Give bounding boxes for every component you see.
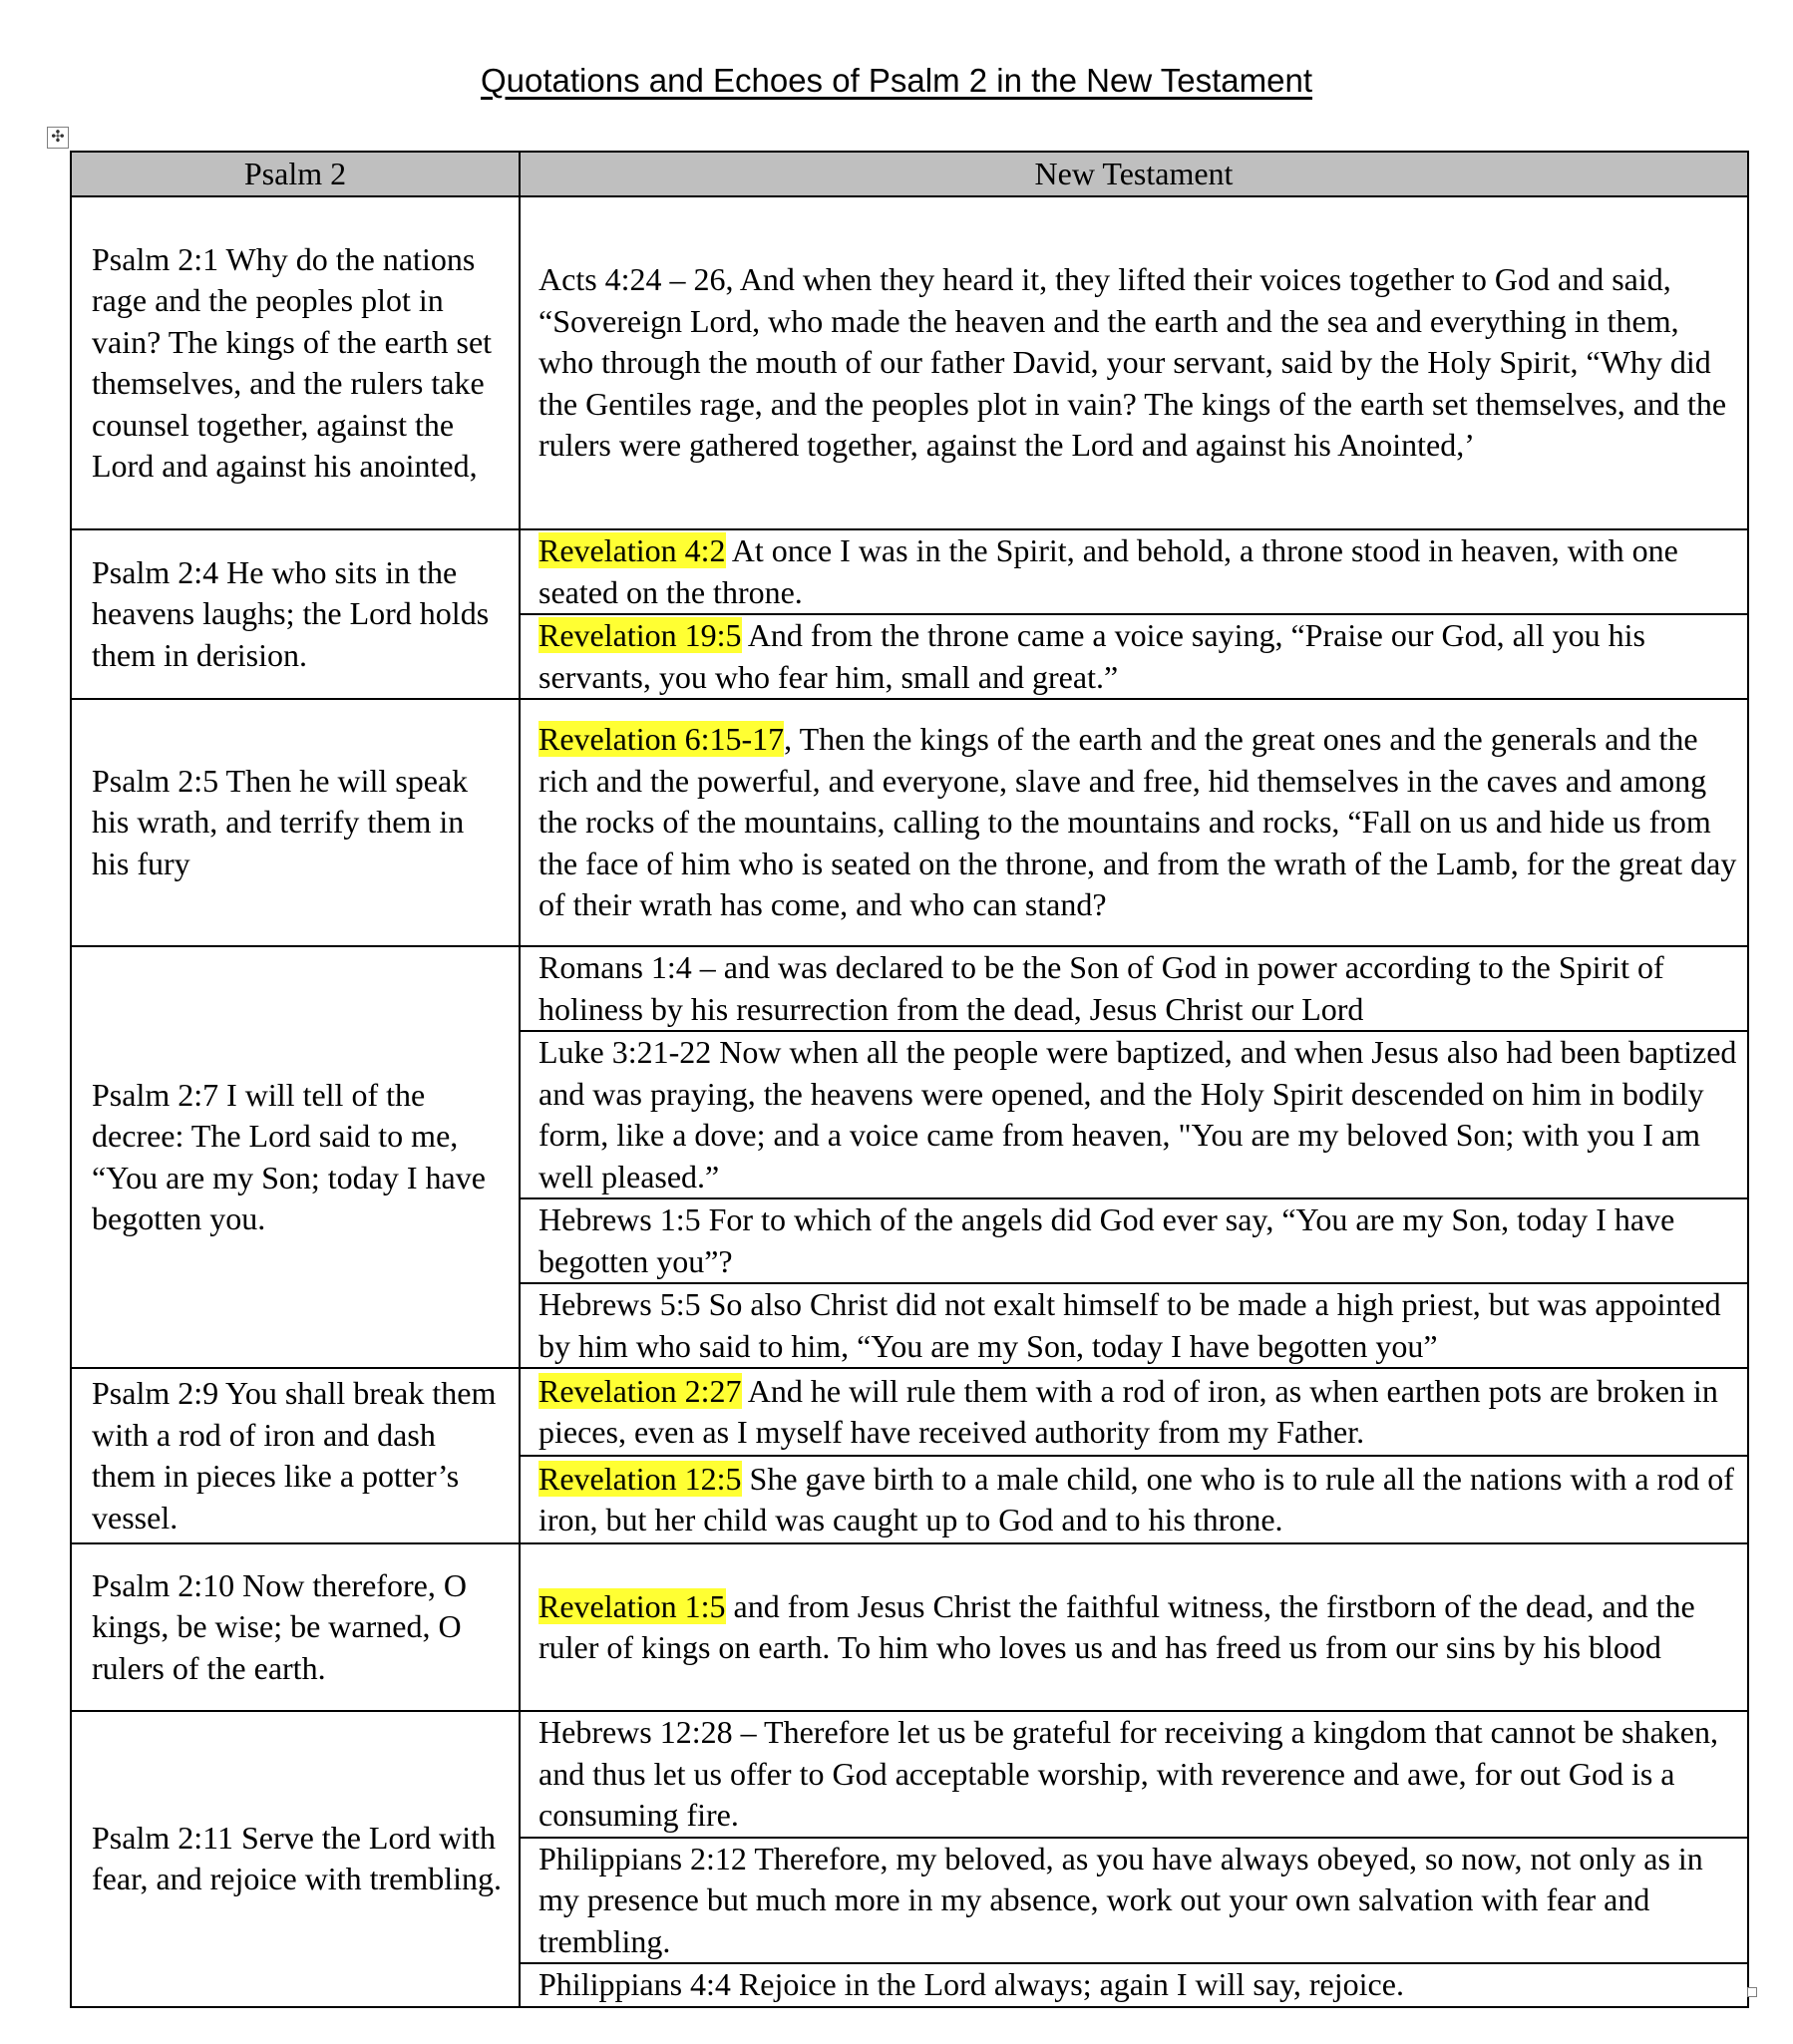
reference-text: Romans 1:4 – and was declared to be the Son of God in power according to the Spirit of holiness by his resurrection from the dead, Jesus Christ our Lord: [538, 949, 1664, 1027]
reference-text: , Then the kings of the earth and the great ones and the generals and the rich and the powerful, and everyone, slave and free, hid themselves in the caves and among the rocks of the mountains, calling to the mountains and rocks, “Fall on us and hide us from the face of him who is seated on the throne, and from the wrath of the Lamb, for the great day of their wrath has come, and who can stand?: [538, 721, 1737, 923]
reference-text: Philippians 4:4 Rejoice in the Lord always; again I will say, rejoice.: [538, 1966, 1404, 2002]
reference-text: Hebrews 1:5 For to which of the angels did God ever say, “You are my Son, today I have begotten you”?: [538, 1201, 1675, 1279]
header-psalm: Psalm 2: [71, 152, 520, 196]
table-resize-handle-icon[interactable]: [1747, 1987, 1757, 1997]
psalm-verse-cell: Psalm 2:1 Why do the nations rage and the peoples plot in vain? The kings of the earth set themselves, and the rulers take counsel together, against the Lord and against his anointed,: [71, 196, 520, 529]
table-row: [71, 1368, 1748, 1456]
reference-text: And from the throne came a voice saying, “Praise our God, all you his servants, you who fear him, small and great.”: [538, 617, 1645, 695]
table-row: [71, 699, 1748, 946]
psalm-table: [70, 151, 1749, 2008]
highlighted-reference: Revelation 4:2: [538, 532, 726, 568]
reference-text: And he will rule them with a rod of iron, as when earthen pots are broken in pieces, even as I myself have received authority from my Father.: [538, 1372, 1718, 1450]
table-row: [71, 1543, 1748, 1711]
nt-reference-cell: [520, 1031, 1748, 1198]
reference-text: Luke 3:21-22 Now when all the people were baptized, and when Jesus also had been baptized and was praying, the heavens were opened, and the Holy Spirit descended on him in bodily form, like a dove; and a voice came from heaven, "You are my beloved Son; with you I am well pleased.”: [538, 1034, 1737, 1194]
reference-text: At once I was in the Spirit, and behold, a throne stood in heaven, with one seated on the throne.: [538, 532, 1678, 610]
nt-reference-cell: [520, 529, 1748, 614]
table-row: [71, 196, 1748, 529]
psalm-verse-cell: Psalm 2:7 I will tell of the decree: The Lord said to me, “You are my Son; today I have begotten you.: [71, 946, 520, 1368]
reference-text: and from Jesus Christ the faithful witness, the firstborn of the dead, and the ruler of kings on earth. To him who loves us and has freed us from our sins by his blood: [538, 1587, 1695, 1665]
reference-text: Hebrews 5:5 So also Christ did not exalt himself to be made a high priest, but was appointed by him who said to him, “You are my Son, today I have begotten you”: [538, 1286, 1721, 1364]
psalm-verse-cell: Psalm 2:11 Serve the Lord with fear, and rejoice with trembling.: [71, 1711, 520, 2007]
nt-reference-cell: [520, 1283, 1748, 1368]
highlighted-reference: Revelation 6:15-17: [538, 721, 785, 758]
nt-reference-cell: [520, 1368, 1748, 1456]
nt-reference-cell: [520, 1838, 1748, 1964]
nt-reference-cell: [520, 699, 1748, 946]
highlighted-reference: Revelation 12:5: [538, 1460, 742, 1497]
reference-text: She gave birth to a male child, one who is to rule all the nations with a rod of iron, but her child was caught up to God and to his throne.: [538, 1460, 1734, 1537]
highlighted-reference: Revelation 1:5: [538, 1587, 726, 1624]
psalm-verse-cell: Psalm 2:10 Now therefore, O kings, be wise; be warned, O rulers of the earth.: [71, 1543, 520, 1711]
table-row: [71, 1711, 1748, 1838]
table-row: [71, 946, 1748, 1031]
highlighted-reference: Revelation 2:27: [538, 1372, 742, 1409]
nt-reference-cell: [520, 1711, 1748, 1838]
document-title: Quotations and Echoes of Psalm 2 in the New Testament: [480, 62, 1313, 99]
nt-reference-cell: [520, 1963, 1748, 2007]
psalm-verse-cell: Psalm 2:4 He who sits in the heavens laughs; the Lord holds them in derision.: [71, 529, 520, 699]
table-move-handle-icon[interactable]: ✣: [47, 127, 69, 149]
nt-reference-cell: [520, 1543, 1748, 1711]
reference-text: Philippians 2:12 Therefore, my beloved, as you have always obeyed, so now, not only as in my presence but much more in my absence, work out your own salvation with fear and trembling.: [538, 1840, 1703, 1959]
nt-reference-cell: [520, 614, 1748, 699]
psalm-verse-cell: Psalm 2:5 Then he will speak his wrath, and terrify them in his fury: [71, 699, 520, 946]
highlighted-reference: Revelation 19:5: [538, 617, 742, 653]
psalm-verse-cell: Psalm 2:9 You shall break them with a rod of iron and dash them in pieces like a potter’s vessel.: [71, 1368, 520, 1543]
reference-text: Hebrews 12:28 – Therefore let us be grateful for receiving a kingdom that cannot be shaken, and thus let us offer to God acceptable worship, with reverence and awe, for out God is a consuming fire.: [538, 1714, 1718, 1833]
reference-text: Acts 4:24 – 26, And when they heard it, they lifted their voices together to God and said, “Sovereign Lord, who made the heaven and the earth and the sea and everything in them, who through the mouth of our father David, your servant, said by the Holy Spirit, “Why did the Gentiles rage, and the peoples plot in vain? The kings of the earth set themselves, and the rulers were gathered together, against the Lord and against his Anointed,’: [538, 261, 1727, 464]
table-row: [71, 529, 1748, 614]
nt-reference-cell: [520, 1198, 1748, 1283]
nt-reference-cell: [520, 196, 1748, 529]
nt-reference-cell: [520, 946, 1748, 1031]
header-new-testament: New Testament: [520, 152, 1748, 196]
nt-reference-cell: [520, 1456, 1748, 1543]
table-body: [71, 196, 1748, 2007]
header-row: [71, 152, 1748, 196]
